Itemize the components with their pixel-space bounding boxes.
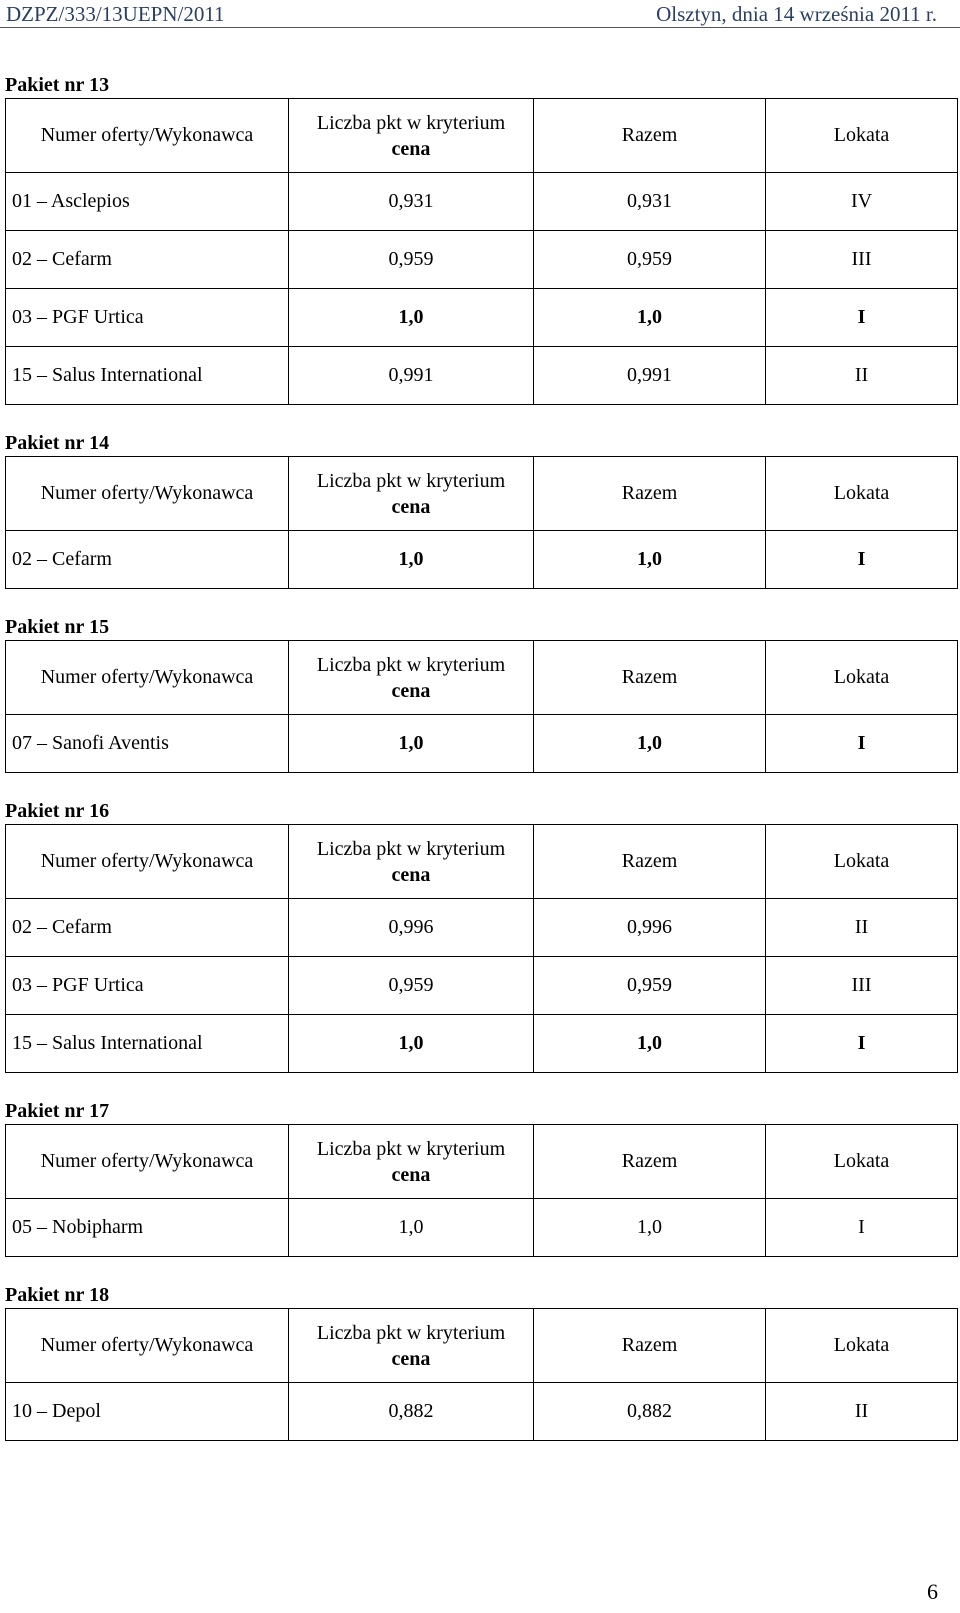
header-total: Razem: [534, 1309, 766, 1383]
page-header: [0, 0, 960, 28]
header-total: Razem: [534, 641, 766, 715]
header-points: [289, 641, 534, 715]
rank-cell: III: [766, 957, 958, 1015]
table-row: [6, 173, 958, 231]
rank-cell: I: [766, 1199, 958, 1257]
header-points-line1: Liczba pkt w kryterium: [316, 469, 506, 492]
header-bidder: Numer oferty/Wykonawca: [6, 99, 289, 173]
total-cell: 0,959: [534, 957, 766, 1015]
package-title: Pakiet nr 18: [5, 1284, 110, 1306]
table-row: [6, 899, 958, 957]
table-header-row: [6, 1125, 958, 1199]
header-points-line1: Liczba pkt w kryterium: [316, 837, 506, 860]
bidder-cell: 05 – Nobipharm: [6, 1199, 289, 1257]
points-cell: 0,931: [289, 173, 534, 231]
bidder-cell: 03 – PGF Urtica: [6, 289, 289, 347]
points-cell: 0,959: [289, 957, 534, 1015]
bidder-cell: 01 – Asclepios: [6, 173, 289, 231]
table-header-row: [6, 457, 958, 531]
header-points-line2: cena: [391, 1163, 431, 1186]
points-cell: 0,959: [289, 231, 534, 289]
total-cell: 1,0: [534, 715, 766, 773]
table-header-row: [6, 99, 958, 173]
header-rank: Lokata: [766, 641, 958, 715]
package-title: Pakiet nr 13: [5, 74, 110, 96]
points-cell: 1,0: [289, 289, 534, 347]
bidder-cell: 03 – PGF Urtica: [6, 957, 289, 1015]
header-total: Razem: [534, 457, 766, 531]
rank-cell: I: [766, 289, 958, 347]
header-rank: Lokata: [766, 1125, 958, 1199]
total-cell: 1,0: [534, 1199, 766, 1257]
table-row: [6, 1199, 958, 1257]
bidder-cell: 02 – Cefarm: [6, 531, 289, 589]
header-rank: Lokata: [766, 99, 958, 173]
points-cell: 1,0: [289, 1015, 534, 1073]
package-title: Pakiet nr 16: [5, 800, 110, 822]
package-section: [5, 72, 957, 405]
results-table: [5, 456, 958, 589]
bidder-cell: 10 – Depol: [6, 1383, 289, 1441]
header-bidder: Numer oferty/Wykonawca: [6, 457, 289, 531]
table-row: [6, 531, 958, 589]
rank-cell: IV: [766, 173, 958, 231]
package-section: [5, 1282, 957, 1441]
place-and-date: Olsztyn, dnia 14 września 2011 r.: [656, 2, 937, 26]
header-points-line2: cena: [391, 1347, 431, 1370]
total-cell: 0,996: [534, 899, 766, 957]
header-points-line1: Liczba pkt w kryterium: [316, 111, 506, 134]
points-cell: 1,0: [289, 531, 534, 589]
package-section: [5, 1098, 957, 1257]
points-cell: 0,882: [289, 1383, 534, 1441]
points-cell: 1,0: [289, 715, 534, 773]
page-number: 6: [927, 1579, 938, 1604]
header-bidder: Numer oferty/Wykonawca: [6, 641, 289, 715]
points-cell: 0,991: [289, 347, 534, 405]
bidder-cell: 15 – Salus International: [6, 347, 289, 405]
header-points: [289, 825, 534, 899]
header-points-line2: cena: [391, 863, 431, 886]
bidder-cell: 02 – Cefarm: [6, 899, 289, 957]
header-points: [289, 1125, 534, 1199]
total-cell: 1,0: [534, 1015, 766, 1073]
total-cell: 0,959: [534, 231, 766, 289]
header-rank: Lokata: [766, 1309, 958, 1383]
package-title: Pakiet nr 15: [5, 616, 110, 638]
package-title: Pakiet nr 17: [5, 1100, 110, 1122]
document-reference: DZPZ/333/13UEPN/2011: [6, 2, 225, 26]
bidder-cell: 07 – Sanofi Aventis: [6, 715, 289, 773]
rank-cell: II: [766, 899, 958, 957]
table-row: [6, 231, 958, 289]
header-points-line1: Liczba pkt w kryterium: [316, 1137, 506, 1160]
results-table: [5, 640, 958, 773]
rank-cell: II: [766, 1383, 958, 1441]
header-rank: Lokata: [766, 825, 958, 899]
header-points-line1: Liczba pkt w kryterium: [316, 1321, 506, 1344]
header-points-line1: Liczba pkt w kryterium: [316, 653, 506, 676]
header-bidder: Numer oferty/Wykonawca: [6, 825, 289, 899]
table-row: [6, 1383, 958, 1441]
packages-list: [5, 72, 957, 1466]
bidder-cell: 15 – Salus International: [6, 1015, 289, 1073]
header-points: [289, 1309, 534, 1383]
points-cell: 1,0: [289, 1199, 534, 1257]
header-points-line2: cena: [391, 137, 431, 160]
header-bidder: Numer oferty/Wykonawca: [6, 1125, 289, 1199]
package-section: [5, 614, 957, 773]
header-points-line2: cena: [391, 679, 431, 702]
header-total: Razem: [534, 825, 766, 899]
table-header-row: [6, 1309, 958, 1383]
rank-cell: II: [766, 347, 958, 405]
total-cell: 1,0: [534, 531, 766, 589]
rank-cell: III: [766, 231, 958, 289]
points-cell: 0,996: [289, 899, 534, 957]
package-title: Pakiet nr 14: [5, 432, 110, 454]
header-total: Razem: [534, 99, 766, 173]
table-row: [6, 347, 958, 405]
table-row: [6, 715, 958, 773]
header-total: Razem: [534, 1125, 766, 1199]
rank-cell: I: [766, 1015, 958, 1073]
rank-cell: I: [766, 531, 958, 589]
header-points: [289, 457, 534, 531]
header-points: [289, 99, 534, 173]
total-cell: 0,931: [534, 173, 766, 231]
header-divider: [0, 27, 960, 28]
results-table: [5, 1124, 958, 1257]
package-section: [5, 798, 957, 1073]
bidder-cell: 02 – Cefarm: [6, 231, 289, 289]
rank-cell: I: [766, 715, 958, 773]
table-row: [6, 1015, 958, 1073]
package-section: [5, 430, 957, 589]
results-table: [5, 1308, 958, 1441]
header-points-line2: cena: [391, 495, 431, 518]
table-row: [6, 289, 958, 347]
total-cell: 1,0: [534, 289, 766, 347]
header-bidder: Numer oferty/Wykonawca: [6, 1309, 289, 1383]
table-header-row: [6, 641, 958, 715]
results-table: [5, 98, 958, 405]
table-row: [6, 957, 958, 1015]
total-cell: 0,882: [534, 1383, 766, 1441]
table-header-row: [6, 825, 958, 899]
header-rank: Lokata: [766, 457, 958, 531]
total-cell: 0,991: [534, 347, 766, 405]
results-table: [5, 824, 958, 1073]
